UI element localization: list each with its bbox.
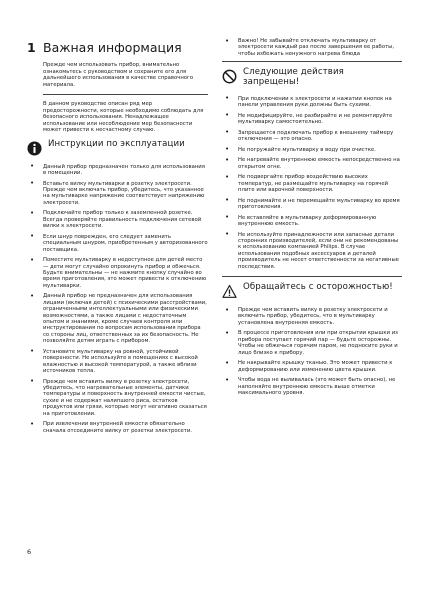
caution-heading [222, 283, 402, 299]
prohibited-list [222, 96, 402, 270]
warning-triangle-icon [222, 284, 237, 299]
prohibited-icon [222, 69, 237, 84]
list-item: • Данный прибор не предназначен для использования лицами (включая детей) с психическими расстройствами, ограниченными интеллектуальными или физическими возможностями, а также лицами с недостаточным опытом и знаниями, кроме случаев контроля или инструктирования по вопросам использования прибора со стороны лиц, ответственных за их безопасность. Не позволяйте детям играть с прибором. [27, 293, 208, 344]
prohibited-heading [222, 68, 402, 87]
caution-title: Обращайтесь с осторожностью! [243, 282, 393, 293]
list-item: • Подключайте прибор только к заземленной розетке. Всегда проверяйте правильность подключения сетевой вилки к электросети. [27, 210, 208, 229]
divider [43, 94, 208, 95]
section-number: 1 [27, 40, 36, 55]
instructions-heading [27, 140, 208, 156]
list-item: • При подключении к электросети и нажатии кнопок на панели управления руки должны быть сухими. [222, 96, 402, 109]
divider [222, 276, 402, 277]
divider [222, 61, 402, 62]
left-column [27, 40, 208, 438]
list-item: • Не накрывайте крышку тканью. Это может привести к деформированию или изменению цвета крышки. [222, 360, 402, 373]
intro-paragraph-1: Прежде чем использовать прибор, внимательно ознакомьтесь с руководством и сохраните его для дальнейшего использования в качестве справочного материала. [43, 62, 194, 88]
list-item: • Если шнур поврежден, его следует заменить специальным шнуром, приобретенным у авторизованного поставщика. [27, 234, 208, 253]
list-item: • Не поднимайте и не перемещайте мультиварку во время приготовления. [222, 198, 402, 211]
intro-paragraph-2: В данном руководстве описан ряд мер предосторожности, которые необходимо соблюдать для безопасного использования. Ненадлежащее использование или несоблюдение мер безопасности может привести к несчастному случаю. [43, 101, 204, 133]
list-item: • Не погружайте мультиварку в воду при очистке. [222, 147, 402, 153]
section-heading [27, 40, 208, 55]
list-item: • Не используйте принадлежности или запасные детали сторонних производителей, если они не рекомендованы к использованию компанией Philips. В случае использования подобных аксессуаров и деталей производитель не несет ответственности за негативные последствия. [222, 232, 402, 270]
list-item: • Прежде чем вставить вилку в розетку электросети, убедитесь, что нагревательные элементы, датчики температуры и поверхность внутренней емкости чистые, сухие и не содержат налипшего риса, остатков продуктов или грязи, которые могут негативно сказаться на приготовлении. [27, 379, 208, 417]
list-item: • Установите мультиварку на ровной, устойчивой поверхности. Не используйте в помещениях с высокой влажностью и высокой температурой, а также вблизи источников тепла. [27, 349, 208, 375]
section-title: Важная информация [43, 40, 182, 55]
instructions-list [27, 164, 208, 435]
list-item: • Данный прибор предназначен только для использования в помещении. [27, 164, 208, 177]
list-item: • Запрещается подключать прибор к внешнему таймеру отключения — это опасно. [222, 130, 402, 143]
intro-block [43, 62, 208, 134]
list-item: • Чтобы вода не выливалась (это может быть опасно), не наполняйте внутреннюю емкость выше отметки максимального уровня. [222, 377, 402, 396]
list-item: • Не модифицируйте, не разбирайте и не ремонтируйте мультиварку самостоятельно. [222, 113, 402, 126]
page-number: 6 [27, 548, 32, 556]
prohibited-title: Следующие действия запрещены! [243, 67, 344, 87]
caution-list [222, 307, 402, 396]
list-item: • При извлечении внутренней емкости обязательно сначала отсоедините вилку от розетки электросети. [27, 421, 208, 434]
info-icon [27, 141, 42, 156]
list-item: • Не подвергайте прибор воздействию высоких температур, не размещайте мультиварку на горячей плите или варочной поверхности. [222, 174, 402, 193]
right-column [222, 40, 402, 401]
list-item: • Прежде чем вставить вилку в розетку электросети и включить прибор, убедитесь, что в мультиварку установлена внутренняя емкость. [222, 307, 402, 326]
list-item: • Вставьте вилку мультиварки в розетку электросети. Прежде чем включать прибор, убедитесь, что указанное на мультиварке напряжение соответствует напряжению электросети. [27, 181, 208, 207]
list-item: • Не вставляйте в мультиварку деформированную внутреннюю емкость. [222, 215, 402, 228]
continued-list [222, 38, 402, 57]
list-item: • В процессе приготовления или при открытии крышки из прибора поступает горячий пар — будьте осторожны. Чтобы не обжечься горячим паром, не подносите руки и лицо близко к прибору. [222, 330, 402, 356]
list-item: • Не нагревайте внутреннюю емкость непосредственно на открытом огне. [222, 157, 402, 170]
list-item: • Поместите мультиварку в недоступное для детей место — дети могут случайно опрокинуть прибор и обжечься. Будьте внимательны — не нажмите кнопку случайно во время приготовления, это может привести к отключению мультиварки. [27, 257, 208, 289]
list-item: • Важно! Не забывайте отключать мультиварку от электросети каждый раз после завершения ее работы, чтобы избежать ненужного нагрева блюда [222, 38, 402, 57]
instructions-title: Инструкции по эксплуатации [48, 138, 185, 149]
